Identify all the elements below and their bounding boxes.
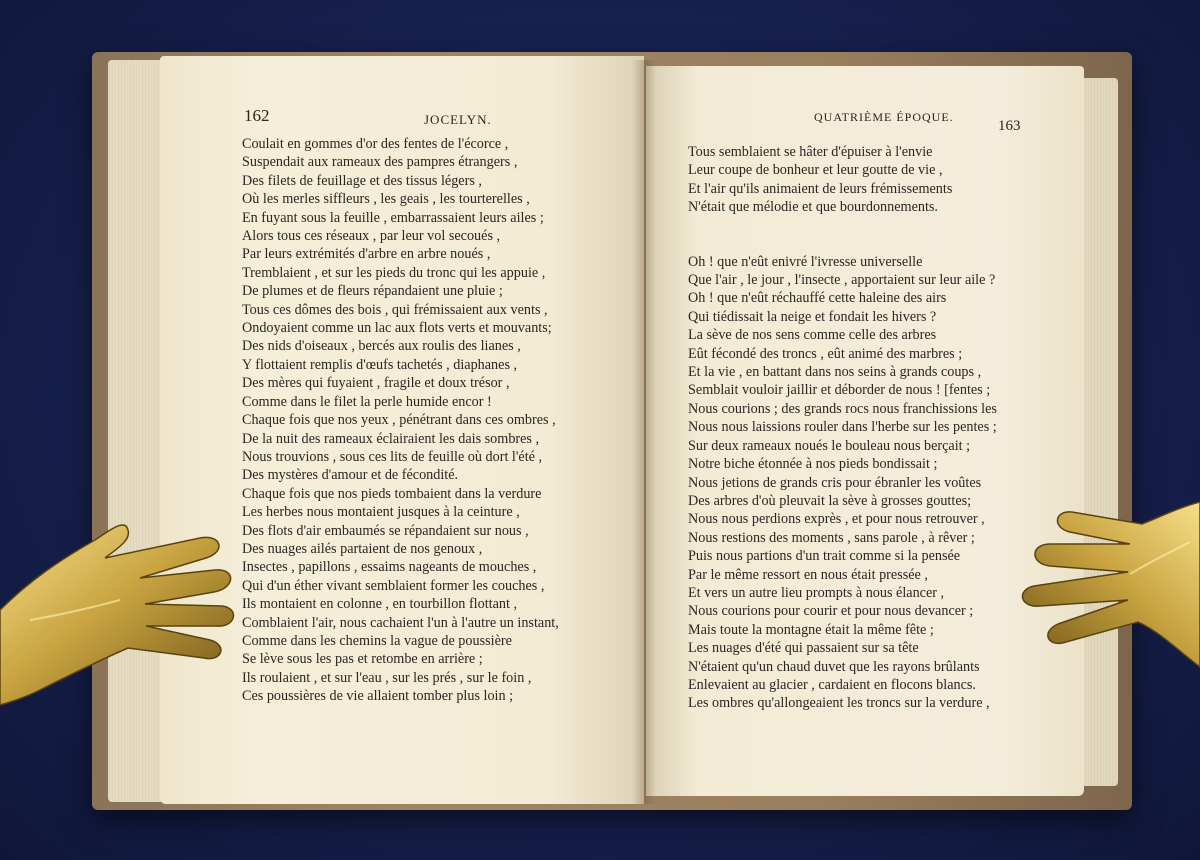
- verse-line: Qui d'un éther vivant semblaient former les couches ,: [242, 577, 545, 594]
- verse-line: Des filets de feuillage et des tissus légers ,: [242, 172, 482, 189]
- verse-line: De plumes et de fleurs répandaient une pluie ;: [242, 283, 503, 300]
- verse-line: Comme dans les chemins la vague de poussière: [242, 632, 512, 649]
- verse-line: Où les merles siffleurs , les geais , les tourterelles ,: [242, 191, 530, 208]
- verse-line: Sur deux rameaux noués le bouleau nous berçait ;: [688, 437, 971, 454]
- verse-line: Notre biche étonnée à nos pieds bondissait ;: [688, 456, 938, 473]
- verse-line: Des arbres d'où pleuvait la sève à grosses gouttes;: [688, 492, 972, 509]
- verse-line: Nous trouvions , sous ces lits de feuille où dort l'été ,: [242, 448, 543, 465]
- verse-line: Leur coupe de bonheur et leur goutte de vie ,: [688, 162, 943, 179]
- verse-line: Mais toute la montagne était la même fête ;: [688, 621, 934, 638]
- verse-line: Des nids d'oiseaux , bercés aux roulis des lianes ,: [242, 338, 521, 355]
- verse-line: Par le même ressort en nous était pressée ,: [688, 566, 928, 583]
- verse-line: N'était que mélodie et que bourdonnements.: [688, 199, 938, 216]
- verse-line: Tous ces dômes des bois , qui frémissaient aux vents ,: [242, 301, 548, 318]
- verse-line: Insectes , papillons , essaims nageants de mouches ,: [242, 559, 537, 576]
- left-running-head: JOCELYN.: [424, 112, 492, 127]
- verse-line: Y flottaient remplis d'œufs tachetés , diaphanes ,: [242, 356, 518, 373]
- verse-line: Que l'air , le jour , l'insecte , apportaient sur leur aile ?: [688, 272, 996, 289]
- verse-line: Les ombres qu'allongeaient les troncs sur la verdure ,: [688, 695, 990, 712]
- verse-line: En fuyant sous la feuille , embarrassaient leurs ailes ;: [242, 209, 544, 226]
- verse-line: Nous restions des moments , sans parole , à rêver ;: [688, 529, 975, 546]
- verse-line: Nous nous perdions exprès , et pour nous retrouver ,: [688, 511, 985, 528]
- verse-line: Des flots d'air embaumés se répandaient sur nous ,: [242, 522, 529, 539]
- verse-line: Des nuages ailés partaient de nos genoux ,: [242, 540, 483, 557]
- verse-line: Ils montaient en colonne , en tourbillon flottant ,: [242, 596, 518, 613]
- verse-line: Chaque fois que nos yeux , pénétrant dans ces ombres ,: [242, 412, 556, 429]
- verse-line: Qui tiédissait la neige et fondait les hivers ?: [688, 308, 937, 325]
- left-page-number: 162: [244, 106, 270, 125]
- verse-line: De la nuit des rameaux éclairaient les dais sombres ,: [242, 430, 540, 447]
- verse-line: Coulait en gommes d'or des fentes de l'écorce ,: [242, 136, 509, 152]
- right-running-head: QUATRIÈME ÉPOQUE.: [814, 110, 954, 124]
- verse-line: Comblaient l'air, nous cachaient l'un à l'autre un instant,: [242, 614, 559, 631]
- verse-line: Ils roulaient , et sur l'eau , sur les prés , sur le foin ,: [242, 669, 532, 686]
- right-brass-hand-icon: [1010, 482, 1200, 692]
- verse-line: Ondoyaient comme un lac aux flots verts et mouvants;: [242, 320, 552, 337]
- verse-line: Tremblaient , et sur les pieds du tronc qui les appuie ,: [242, 264, 546, 281]
- verse-line: Et vers un autre lieu prompts à nous élancer ,: [688, 584, 945, 601]
- verse-line: Comme dans le filet la perle humide encor !: [242, 393, 492, 410]
- verse-line: Nous nous laissions rouler dans l'herbe sur les pentes ;: [688, 419, 997, 436]
- left-verse-lines: [242, 135, 559, 706]
- verse-line: Chaque fois que nos pieds tombaient dans la verdure: [242, 485, 542, 502]
- verse-line: Nous jetions de grands cris pour ébranler les voûtes: [688, 474, 982, 491]
- verse-line: Ces poussières de vie allaient tomber plus loin ;: [242, 688, 514, 705]
- verse-line: Se lève sous les pas et retombe en arrière ;: [242, 651, 483, 668]
- verse-line: Suspendait aux rameaux des pampres étrangers ,: [242, 154, 518, 171]
- verse-line: Alors tous ces réseaux , par leur vol secoués ,: [242, 228, 501, 245]
- book-gutter: [632, 60, 656, 804]
- verse-line: Oh ! que n'eût enivré l'ivresse universelle: [688, 253, 923, 270]
- verse-line: La sève de nos sens comme celle des arbres: [688, 327, 937, 344]
- verse-line: Les nuages d'été qui passaient sur sa tête: [688, 640, 919, 657]
- verse-line: Enlevaient au glacier , cardaient en flocons blancs.: [688, 676, 976, 693]
- verse-line: Et l'air qu'ils animaient de leurs frémissements: [688, 180, 953, 197]
- verse-line: Et la vie , en battant dans nos seins à grands coups ,: [688, 364, 982, 381]
- right-verse-lines: [688, 143, 997, 713]
- verse-line: Eût fécondé des troncs , eût animé des marbres ;: [688, 345, 963, 362]
- left-brass-hand-icon: [0, 500, 240, 730]
- verse-line: Nous courions ; des grands rocs nous franchissions les: [688, 400, 997, 417]
- verse-line: N'étaient qu'un chaud duvet que les rayons brûlants: [688, 658, 980, 675]
- verse-line: Des mystères d'amour et de fécondité.: [242, 467, 459, 484]
- verse-line: Tous semblaient se hâter d'épuiser à l'envie: [688, 144, 933, 160]
- stanza-break: [688, 217, 997, 253]
- verse-line: Nous courions pour courir et pour nous devancer ;: [688, 603, 974, 620]
- verse-line: Les herbes nous montaient jusques à la ceinture ,: [242, 504, 520, 521]
- verse-line: Par leurs extrémités d'arbre en arbre noués ,: [242, 246, 491, 263]
- verse-line: Des mères qui fuyaient , fragile et doux trésor ,: [242, 375, 510, 392]
- verse-line: Semblait vouloir jaillir et déborder de nous ! [fentes ;: [688, 382, 991, 399]
- verse-line: Puis nous partions d'un trait comme si la pensée: [688, 548, 961, 565]
- verse-line: Oh ! que n'eût réchauffé cette haleine des airs: [688, 290, 947, 307]
- right-page-number: 163: [998, 118, 1021, 134]
